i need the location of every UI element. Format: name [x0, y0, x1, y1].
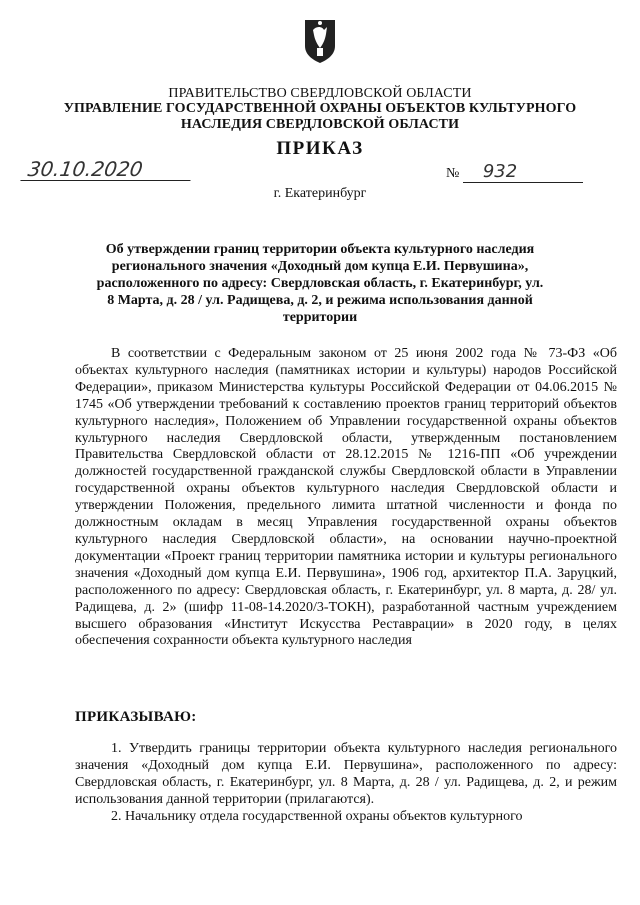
document-date: 30.10.2020 [20, 158, 193, 181]
city: г. Екатеринбург [273, 186, 367, 201]
order-items [75, 741, 617, 826]
document-type: ПРИКАЗ [276, 138, 364, 159]
document-number [446, 162, 583, 183]
number-value: 932 [463, 162, 583, 183]
order-item: 2. Начальнику отдела государственной охраны объектов культурного [111, 808, 523, 824]
order-heading: ПРИКАЗЫВАЮ: [75, 709, 197, 725]
order-item: 1. Утвердить границы территории объекта культурного наследия регионального значения «Доходный дом купца Е.И. Первушина», расположенного по адресу: Свердловская область, г. Екатеринбург, ул. 8 Марта, д. 28 / ул. Радищева, д. 2, и режим использования данной территории (прилагаются). [75, 741, 617, 807]
number-label: № [446, 166, 460, 181]
government-name: ПРАВИТЕЛЬСТВО СВЕРДЛОВСКОЙ ОБЛАСТИ [168, 86, 472, 101]
department-name: УПРАВЛЕНИЕ ГОСУДАРСТВЕННОЙ ОХРАНЫ ОБЪЕКТОВ КУЛЬТУРНОГО НАСЛЕДИЯ СВЕРДЛОВСКОЙ ОБЛАСТИ [63, 101, 577, 132]
document-subject: Об утверждении границ территории объекта культурного наследия регионального значения «Доходный дом купца Е.И. Первушина», расположенного по адресу: Свердловская область, г. Екатеринбург, ул. 8 Марта, д. 28 / ул. Радищева, д. 2, и режима использования данной территории [96, 242, 544, 325]
coat-of-arms-icon [303, 18, 337, 64]
preamble-text: В соответствии с Федеральным законом от 25 июня 2002 года № 73-ФЗ «Об объектах культурного наследия (памятниках истории и культуры) народов Российской Федерации», приказом Министерства культуры Российской Федерации от 04.06.2015 № 1745 «Об утверждении требований к составлению проектов границ территорий объектов культурного наследия», Положением об Управлении государственной охраны объектов культурного наследия Свердловской области, утвержденным постановлением Правительства Свердловской области от 28.12.2015 № 1216-ПП «Об учреждении должностей государственной гражданской службы Свердловской области в Управлении государственной охраны объектов культурного наследия Свердловской области и утверждении Положения, предельного лимита штатной численности и фонда по должностным окладам в месяц Управления государственной охраны объектов культурного наследия Свердловской области», на основании научно-проектной документации «Проект границ территории памятника истории и культуры регионального значения «Доходный дом купца Е.И. Первушина», 1906 год, архитектор П.А. Заруцкий, расположенного по адресу: Свердловская область, г. Екатеринбург, ул. 8 марта, д. 28/ ул. Радищева, д. 2» (шифр 11-08-14.2020/3-ТОКН), разработанной частным учреждением высшего образования «Институт Искусства Реставрации» в 2020 году, в целях обеспечения сохранности объекта культурного наследия [75, 346, 617, 649]
preamble [75, 346, 617, 650]
